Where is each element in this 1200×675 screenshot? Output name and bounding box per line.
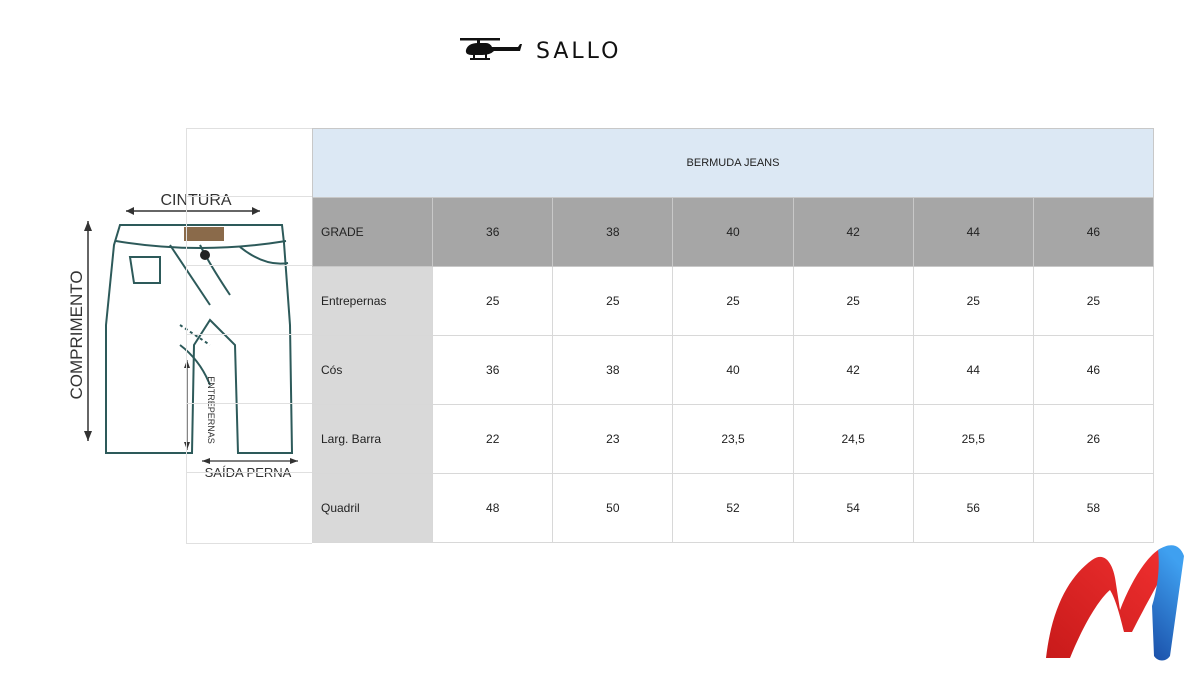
empty-cell xyxy=(186,197,312,266)
column-header-size: 38 xyxy=(553,198,673,267)
size-chart-left-column xyxy=(186,128,312,544)
table-cell: 42 xyxy=(793,336,913,405)
table-cell: 25,5 xyxy=(913,405,1033,474)
size-table xyxy=(312,128,1154,543)
table-cell: 48 xyxy=(433,474,553,543)
table-cell: 36 xyxy=(433,336,553,405)
inseam-label: ENTREPERNAS xyxy=(206,376,216,444)
table-cell: 50 xyxy=(553,474,673,543)
waist-label: CINTURA xyxy=(160,192,232,209)
table-cell: 26 xyxy=(1033,405,1153,474)
table-row xyxy=(313,336,1154,405)
table-cell: 25 xyxy=(793,267,913,336)
table-cell: 23,5 xyxy=(673,405,793,474)
length-label: COMPRIMENTO xyxy=(67,270,86,400)
leg-opening-label: SAÍDA PERNA xyxy=(204,465,292,480)
table-title-row xyxy=(313,129,1154,198)
row-label: Entrepernas xyxy=(313,267,433,336)
column-header-grade: GRADE xyxy=(313,198,433,267)
column-header-size: 46 xyxy=(1033,198,1153,267)
brand-header xyxy=(460,34,621,68)
table-cell: 22 xyxy=(433,405,553,474)
column-header-size: 44 xyxy=(913,198,1033,267)
empty-cell xyxy=(186,266,312,335)
row-label: Larg. Barra xyxy=(313,405,433,474)
empty-cell xyxy=(186,404,312,473)
row-label: Cós xyxy=(313,336,433,405)
table-row xyxy=(313,267,1154,336)
empty-cell xyxy=(186,128,312,197)
table-cell: 40 xyxy=(673,336,793,405)
brand-name: SALLO xyxy=(536,38,622,64)
table-cell: 38 xyxy=(553,336,673,405)
table-cell: 24,5 xyxy=(793,405,913,474)
empty-cell xyxy=(186,473,312,544)
table-row xyxy=(313,405,1154,474)
table-cell: 54 xyxy=(793,474,913,543)
table-header-row xyxy=(313,198,1154,267)
column-header-size: 42 xyxy=(793,198,913,267)
table-cell: 25 xyxy=(553,267,673,336)
column-header-size: 40 xyxy=(673,198,793,267)
table-cell: 44 xyxy=(913,336,1033,405)
helicopter-icon xyxy=(460,34,522,69)
table-cell: 56 xyxy=(913,474,1033,543)
column-header-size: 36 xyxy=(433,198,553,267)
size-chart xyxy=(186,128,1154,544)
table-row xyxy=(313,474,1154,543)
table-cell: 58 xyxy=(1033,474,1153,543)
table-cell: 25 xyxy=(433,267,553,336)
table-title: BERMUDA JEANS xyxy=(313,129,1154,198)
table-cell: 25 xyxy=(673,267,793,336)
table-cell: 23 xyxy=(553,405,673,474)
empty-cell xyxy=(186,335,312,404)
row-label: Quadril xyxy=(313,474,433,543)
m-logo-icon xyxy=(1040,536,1186,664)
table-cell: 46 xyxy=(1033,336,1153,405)
table-cell: 25 xyxy=(913,267,1033,336)
table-cell: 52 xyxy=(673,474,793,543)
table-cell: 25 xyxy=(1033,267,1153,336)
